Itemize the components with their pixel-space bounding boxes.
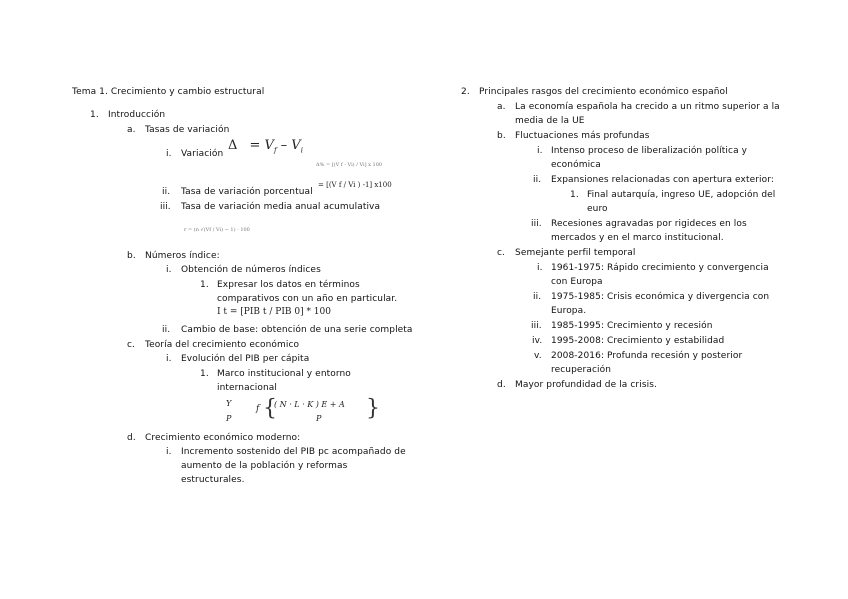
subitem-number: iii.: [531, 321, 542, 331]
item-letter: c.: [497, 248, 506, 258]
formula-percent: = [(V f / Vi ) -1] x100: [318, 181, 392, 189]
point-final-autarquia: Final autarquía, ingreso UE, adopción del: [587, 190, 776, 200]
point-number: 1.: [570, 190, 579, 200]
item-letter: b.: [497, 131, 506, 141]
formula-growth-p: P: [226, 414, 232, 423]
formula-growth-brace-right: }: [366, 396, 380, 421]
point-number: 1.: [200, 369, 209, 379]
formula-growth-f: f: [256, 404, 260, 414]
subitem-obtencion-indices: Obtención de números índices: [181, 265, 321, 275]
item-tasas-de-variacion: Tasas de variación: [145, 125, 230, 135]
item-economia-espanola-cont: media de la UE: [515, 116, 585, 126]
subitem-incremento-pib: Incremento sostenido del PIB pc acompañado de: [181, 447, 406, 457]
formula-growth-y: Y: [226, 399, 232, 408]
subitem-evolucion-pib: Evolución del PIB per cápita: [181, 354, 310, 364]
subitem-1985-1995: 1985-1995: Crecimiento y recesión: [551, 321, 713, 331]
item-crecimiento-moderno: Crecimiento económico moderno:: [145, 433, 301, 443]
section-heading-rasgos: Principales rasgos del crecimiento económico español: [479, 87, 728, 97]
page-title: Tema 1. Crecimiento y cambio estructural: [72, 87, 265, 97]
point-expresar-datos: Expresar los datos en términos: [217, 280, 360, 290]
subitem-recesiones-cont: mercados y en el marco institucional.: [551, 233, 724, 243]
formula-index: I t = [PIB t / PIB 0] * 100: [217, 307, 331, 317]
item-letter: c.: [127, 340, 136, 350]
item-mayor-profundidad: Mayor profundidad de la crisis.: [515, 380, 657, 390]
subitem-1975-1985: 1975-1985: Crisis económica y divergencia con: [551, 292, 770, 302]
subitem-1995-2008: 1995-2008: Crecimiento y estabilidad: [551, 336, 725, 346]
item-perfil-temporal: Semejante perfil temporal: [515, 248, 636, 258]
subitem-tasa-media-anual: Tasa de variación media anual acumulativa: [181, 202, 381, 212]
subitem-number: iv.: [532, 336, 543, 346]
subitem-number: ii.: [533, 292, 542, 302]
item-economia-espanola: La economía española ha crecido a un ritmo superior a la: [515, 102, 780, 112]
subitem-incremento-pib-cont: aumento de la población y reformas: [181, 461, 348, 471]
item-fluctuaciones: Fluctuaciones más profundas: [515, 131, 650, 141]
subitem-2008-2016-cont: recuperación: [551, 365, 612, 375]
subitem-number: v.: [534, 351, 542, 361]
item-letter: a.: [497, 102, 506, 112]
subitem-liberalizacion: Intenso proceso de liberalización política y: [551, 146, 748, 156]
subitem-number: iii.: [531, 219, 542, 229]
section-heading-introduccion: Introducción: [108, 110, 166, 120]
formula-growth-inner: ( N · L · K ) E + A: [274, 400, 345, 409]
point-marco-institucional-cont: internacional: [217, 383, 278, 393]
subitem-1961-1975: 1961-1975: Rápido crecimiento y convergencia: [551, 263, 769, 273]
point-expresar-datos-cont: comparativos con un año en particular.: [217, 294, 398, 304]
subitem-number: i.: [537, 263, 543, 273]
point-number: 1.: [200, 280, 209, 290]
formula-percent-small: Δ% = [(V f - Vi) / Vi] x 100: [316, 162, 383, 168]
subitem-recesiones: Recesiones agravadas por rigideces en los: [551, 219, 747, 229]
subitem-1961-1975-cont: con Europa: [551, 277, 603, 287]
item-letter: d.: [497, 380, 506, 390]
subitem-liberalizacion-cont: económica: [551, 160, 601, 170]
subitem-incremento-pib-cont2: estructurales.: [181, 475, 245, 485]
subitem-number: ii.: [162, 325, 171, 335]
section-number: 2.: [461, 87, 470, 97]
item-letter: b.: [127, 251, 136, 261]
subitem-number: i.: [166, 265, 172, 275]
subitem-expansiones: Expansiones relacionadas con apertura exterior:: [551, 175, 774, 185]
subitem-number: i.: [166, 149, 172, 159]
section-number: 1.: [90, 110, 99, 120]
subitem-number: ii.: [162, 187, 171, 197]
formula-cagr: r = (n √(Vf / Vi) − 1) · 100: [184, 227, 250, 233]
subitem-number: iii.: [160, 202, 171, 212]
subitem-number: ii.: [533, 175, 542, 185]
subitem-number: i.: [537, 146, 543, 156]
item-letter: d.: [127, 433, 136, 443]
subitem-number: i.: [166, 354, 172, 364]
subitem-cambio-de-base: Cambio de base: obtención de una serie completa: [181, 325, 413, 335]
subitem-2008-2016: 2008-2016: Profunda recesión y posterior: [551, 351, 743, 361]
point-marco-institucional: Marco institucional y entorno: [217, 369, 351, 379]
subitem-number: i.: [166, 447, 172, 457]
item-teoria-crecimiento: Teoría del crecimiento económico: [145, 340, 300, 350]
subitem-variacion: Variación: [181, 149, 224, 159]
item-numeros-indice: Números índice:: [145, 251, 220, 261]
formula-growth-inner-den: P: [316, 414, 322, 423]
formula-variation: $\Delta = V_f - V_i$: [228, 138, 303, 155]
formula-growth-brace-left: {: [263, 396, 277, 421]
point-final-autarquia-cont: euro: [587, 204, 608, 214]
subitem-1975-1985-cont: Europa.: [551, 306, 587, 316]
subitem-tasa-porcentual: Tasa de variación porcentual: [181, 187, 313, 197]
item-letter: a.: [127, 125, 136, 135]
